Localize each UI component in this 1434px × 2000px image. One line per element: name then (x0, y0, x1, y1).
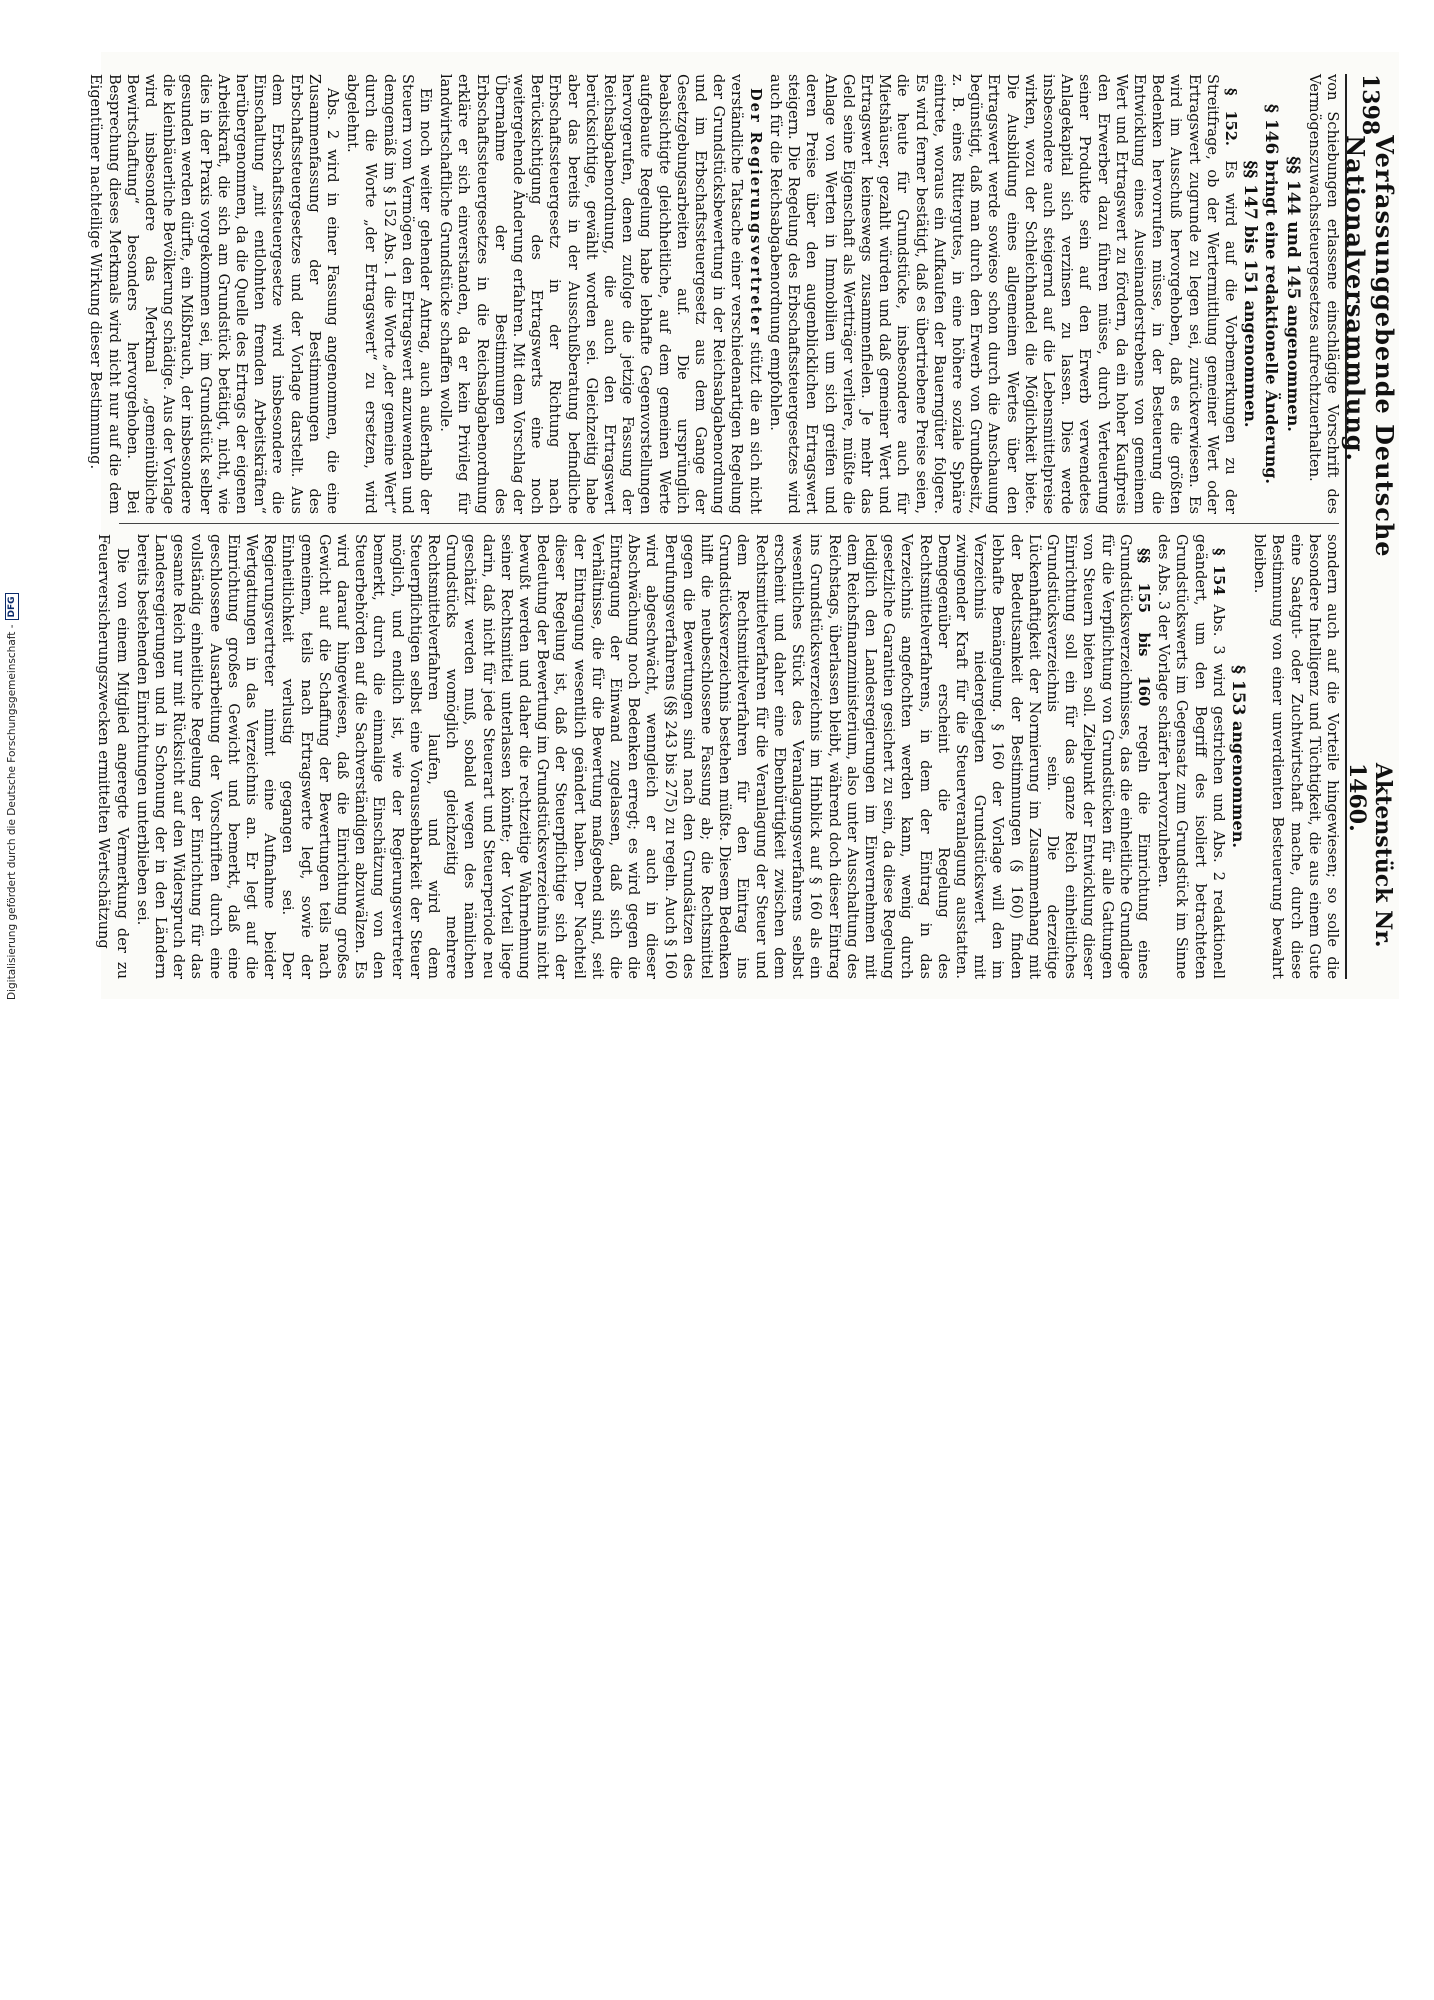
document-number: Aktenstück Nr. 1460. (1344, 762, 1396, 948)
paragraph-text: stützt die an sich nicht verständliche Tatsache einer verschiedenartigen Regelung der Grundstücksbewertung in der Reichsabgabenordnung und im Erbschaftssteuergesetz aus dem Gange der Gesetzgebungsarbeiten auf. Die ursprünglich beabsichtigte gleichheitliche, auf dem gemeinen Werte aufgebaute Regelung habe lebhafte Gegenvorstellungen hervorgerufen, denen zufolge die jetzige Fassung der Reichsabgabenordnung, die auch den Ertragswert berücksichtige, gewählt worden sei. Gleichzeitig habe aber das bereits in der Ausschußberatung befindliche Erbschaftssteuergesetz in der Richtung nach Berücksichtigung des Ertragswerts eine noch weitergehende Änderung erfahren. Mit dem Vorschlag der Übernahme der Bestimmungen des Erbschaftssteuergesetzes in die Reichsabgabenordnung erkläre er sich einverstanden, da er kein Privileg für landwirtschaftliche Grundstücke schaffen wolle. (437, 74, 764, 514)
paragraph (1154, 534, 1227, 979)
paragraph-text: Abs. 3 wird gestrichen und Abs. 2 redaktionell geändert, um den Begriff des isoliert betrachteten Grundstückswerts im Gegensatz zum Grundstück im Sinne des Abs. 3 der Vorlage schärfer hervorzuheben. (1155, 534, 1227, 979)
section-heading (1229, 534, 1247, 979)
paragraph-lead: Der Regierungsvertreter (746, 88, 764, 337)
section-heading (1241, 74, 1259, 514)
section-heading (1262, 74, 1280, 514)
paragraph-text: Ein noch weiter gehender Antrag, auch außerhalb der Steuern vom Vermögen den Ertragswert anzuwenden und demgemäß im § 152 Abs. 1 die Worte „der gemeine Wert“ durch die Worte „der Ertragswert“ zu ersetzen, wird abgelehnt. (344, 74, 435, 514)
paragraph-lead: § 152. (1221, 88, 1239, 147)
section-number: §§ 144 und 145 (1282, 156, 1303, 300)
paragraph (766, 74, 1239, 514)
paragraph (94, 534, 130, 979)
section-text: angenommen. (1241, 294, 1261, 428)
paragraph (1305, 74, 1341, 514)
section-heading (1283, 74, 1301, 514)
paragraph (86, 74, 341, 514)
paragraph-text: regeln die Einrichtung eines Grundstücksverzeichnisses, das die einheitliche Grundlage für die Verpflichtung von Grundstücken für alle Gattungen von Steuern bieten soll. Zielpunkt der Entwicklung dieser Einrichtung soll ein für das ganze Reich einheitliches Grundstücksverzeichnis sein. Die derzeitige Lückenhaftigkeit der Normierung im Zusammenhang mit der Bedeutsamkeit der Bestimmungen (§ 160) finden lebhafte Bemängelung. § 160 der Vorlage will den im Verzeichnis niedergelegten Grundstückswert mit zwingender Kraft für die Steuerveranlagung ausstatten. Demgegenüber erscheint die Regelung des Rechtsmittelverfahrens, in dem der Eintrag in das Verzeichnis angefochten werden kann, wenig durch gesetzliche Garantien gesichert zu sein, da diese Regelung lediglich den Landesregierungen im Einvernehmen mit dem Reichsfinanzministerium, also unter Ausschaltung des Reichstags, überlassen bleibt, während doch dieser Eintrag ins Grundstücksverzeichnis im Hinblick auf § 160 als ein wesentliches Stück des Veranlagungsverfahrens selbst erscheint und daher eine Ebenbürtigkeit zwischen dem Rechtsmittelverfahren für die Veranlagung der Steuer und dem Rechtsmittelverfahren für den Eintrag ins Grundstücksverzeichnis bestehen müßte. Diesem Bedenken hilft die neubeschlossene Fassung ab; die Rechtsmittel gegen die Bewertungen sind nach den Grundsätzen des Berufungsverfahrens (§§ 243 bis 275) zu regeln. Auch § 160 wird abgeschwächt, wenngleich er auch in dieser Abschwächung noch Bedenken erregt; es wird gegen die Eintragung der Einwand zugelassen, daß sich die Verhältnisse, die für die Bewertung maßgebend sind, seit der Eintragung wesentlich geändert haben. Der Nachteil dieser Regelung ist, daß der Steuerpflichtige sich der Bedeutung der Bewertung im Grundstücksverzeichnis nicht bewußt werden und daher die rechtzeitige Wahrnehmung seiner Rechtsmittel unterlassen könnte; der Vorteil liege darin, daß nicht für jede Steuerart und Steuerperiode neu geschätzt werden muß, sobald wegen des nämlichen Grundstücks womöglich gleichzeitig mehrere Rechtsmittelverfahren laufen, und wird dem Steuerpflichtigen selbst eine Voraussehbarkeit der Steuer möglich, und endlich ist, wie der Regierungsvertreter bemerkt, durch die einmalige Einschätzung von den Steuerbehörden auf die Sachverständigen abzuwälzen. Es wird darauf hingewiesen, daß die Einrichtung großes Gewicht auf die Schaffung der Bewertungen teils nach gemeinem, teils nach Ertragswerte legt, sowie der Einheitlichkeit verlustig gegangen sei. Der Regierungsvertreter nimmt eine Aufnahme beider Wertgattungen in das Verzeichnis an. Er legt auf die Einrichtung großes Gewicht und bemerkt, daß eine geschlossene Ausarbeitung der Vorschriften durch eine vollständig einheitliche Regelung der Einrichtung für das gesamte Reich nur mit Rücksicht auf den Widerspruch der Landesregierungen und in Schonung der in den Ländern bereits bestehenden Einrichtungen unterblieben sei. (133, 534, 1152, 979)
section-text: angenommen. (1228, 715, 1248, 848)
paragraph (1250, 534, 1341, 979)
right-text-column (95, 534, 1341, 979)
paragraph (343, 74, 434, 514)
paragraph-text: sondern auch auf die Vorteile hingewiesen; so solle die besondere Intelligenz und Tüchtigkeit, die aus einem Gute eine Saatgut- oder Zuchtwirtschaft mache, durch diese Bestimmung von einer unverdienten Besteuerung bewahrt bleiben. (1251, 534, 1341, 979)
page-header (1341, 74, 1399, 979)
footer-credit-strip (0, 596, 22, 2000)
section-number: §§ 147 bis 151 (1240, 160, 1261, 295)
paragraph-text: Die von einem Mitglied angeregte Vermerkung der zu Feuerversicherungszwecken ermittelten Wertschätzung (95, 534, 131, 979)
paragraph-text: Abs. 2 wird in einer Fassung angenommen, die eine Zusammenfassung der Bestimmungen des Erbschaftssteuergesetzes und der Vorlage darstellt. Aus dem Erbschaftssteuergesetze wird insbesondere die Einschaltung „mit entlohnten fremden Arbeitskräften“ herübergenommen, da die Quelle des Ertrags der eigenen Arbeitskraft, die sich am Grundstück betätigt, nicht, wie dies in der Praxis vorgekommen sei, im Grundstück selber gesunden werden dürfte, ein Mißbrauch, der insbesondere die kleinbäuerliche Bevölkerung schädige. Aus der Vorlage wird insbesondere das Merkmal „gemeinübliche Bewirtschaftung“ besonders hervorgehoben. Bei Besprechung dieses Merkmals wird nicht nur auf die dem Eigentümer nachteilige Wirkung dieser Bestimmung. (87, 74, 342, 514)
paragraph-text: Es wird auf die Vorbemerkungen zu der Streitfrage, ob der Wertermittlung gemeiner Wert oder Ertragswert zugrunde zu legen sei, zurückverwiesen. Es wird im Ausschuß hervorgehoben, daß es die größten Bedenken hervorrufen müsse, in der Besteuerung die Entwicklung eines Auseinanderstrebens von gemeinem Wert und Ertragswert zu fördern, da ein hoher Kaufpreis den Erwerber dazu führen müsse, durch Verteuerung seiner Produkte sein auf den Erwerb verwendetes Anlagekapital sich verzinsen zu lassen. Dies werde insbesondere auch steigernd auf die Lebensmittelpreise wirken, wozu der Schleichhandel die Möglichkeit biete. Die Ausbildung eines allgemeinen Wertes über den Ertragswert werde sowieso schon durch die Anschauung begünstigt, daß man durch den Erwerb von Grundbesitz, z. B. eines Rittergutes, in eine höhere soziale Sphäre eintrete, woraus ein Aufkaufen der Bauerngüter folgere. Es wird ferner bestätigt, daß es übertriebene Preise seien, die heute für Grundstücke, insbesondere auch für Mietshäuser, gezahlt würden und daß gemeiner Wert und Ertragswert keineswegs zusammenfielen. Je mehr das Geld seine Eigenschaft als Wertträger verliere, müßte die Anlage von Werten in Immobilien um sich greifen und deren Preise über den augenblicklichen Ertragswert steigern. Die Regelung des Erbschaftssteuergesetzes wird auch für die Reichsabgabenordnung empfohlen. (766, 74, 1239, 514)
section-text: angenommen. (1283, 299, 1303, 432)
column-divider (119, 523, 1339, 524)
paragraph-lead: § 154 (1209, 548, 1227, 596)
paragraph-text: von Schiebungen erlassene einschlägige Vorschrift des Vermögenszuwachssteuergesetzes aufrechtzuerhalten. (1305, 74, 1341, 514)
paragraph (436, 74, 764, 514)
section-number: § 153 (1227, 665, 1248, 716)
paragraph (133, 534, 1152, 979)
rotated-document-page (87, 52, 1399, 999)
footer-credit: Digitalisierung gefördert durch die Deutsche Forschungsgemeinschaft - (6, 624, 18, 1000)
section-text: bringt eine redaktionelle Änderung. (1262, 154, 1282, 484)
section-number: § 146 (1261, 104, 1282, 155)
paragraph-lead: §§ 155 bis 160 (1134, 548, 1152, 707)
page-number: 1398 (1357, 74, 1383, 136)
left-text-column (87, 74, 1341, 514)
dfg-logo: DFG (5, 593, 19, 620)
running-title: Verfassunggebende Deutsche Nationalversammlung. (1341, 135, 1399, 558)
